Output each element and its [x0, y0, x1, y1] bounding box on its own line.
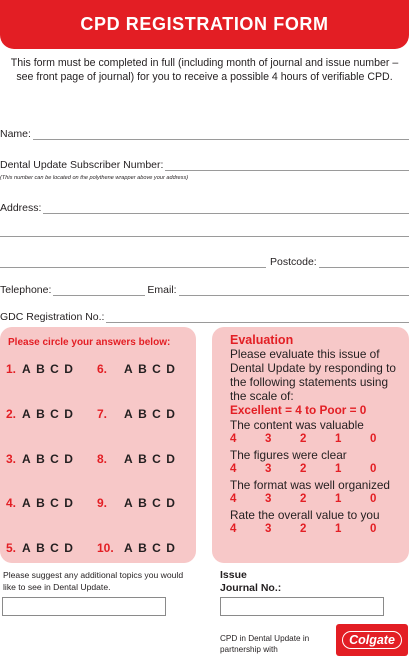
- evaluation-instructions: Please evaluate this issue of Dental Update by responding to the following statements using the scale of:: [230, 347, 396, 403]
- question-number: 8.: [97, 452, 108, 466]
- answer-option[interactable]: C: [152, 541, 162, 555]
- subscriber-field[interactable]: [0, 155, 409, 171]
- name-line[interactable]: [33, 131, 409, 140]
- answer-option[interactable]: C: [152, 407, 162, 421]
- answer-option[interactable]: A: [22, 362, 32, 376]
- telephone-label: Telephone:: [0, 284, 52, 296]
- evaluation-scale: Excellent = 4 to Poor = 0: [230, 403, 367, 417]
- rating-option[interactable]: 0: [370, 463, 377, 475]
- rating-scale: [230, 522, 406, 537]
- answer-option[interactable]: A: [124, 362, 134, 376]
- rating-option[interactable]: 3: [265, 463, 272, 475]
- rating-option[interactable]: 1: [335, 493, 342, 505]
- address-label: Address:: [0, 202, 42, 214]
- postcode-label: Postcode:: [270, 256, 317, 268]
- rating-option[interactable]: 1: [335, 433, 342, 445]
- issue-label: [220, 569, 281, 595]
- answer-option[interactable]: D: [166, 407, 176, 421]
- answer-option[interactable]: B: [36, 541, 46, 555]
- answer-option[interactable]: D: [166, 362, 176, 376]
- evaluation-statement: Rate the overall value to you: [230, 508, 380, 522]
- gdc-label: GDC Registration No.:: [0, 311, 105, 323]
- answer-option[interactable]: A: [22, 496, 32, 510]
- answer-options: [22, 362, 78, 376]
- answer-option[interactable]: C: [50, 407, 60, 421]
- evaluation-panel: [212, 327, 409, 563]
- rating-option[interactable]: 3: [265, 433, 272, 445]
- email-line[interactable]: [179, 287, 409, 296]
- rating-option[interactable]: 4: [230, 463, 237, 475]
- subscriber-label: Dental Update Subscriber Number:: [0, 159, 164, 171]
- answer-option[interactable]: D: [64, 496, 74, 510]
- answer-option[interactable]: B: [138, 407, 148, 421]
- answer-option[interactable]: C: [152, 452, 162, 466]
- rating-option[interactable]: 4: [230, 493, 237, 505]
- form-header: [0, 0, 409, 49]
- answer-options: [22, 452, 78, 466]
- answer-option[interactable]: A: [124, 452, 134, 466]
- rating-option[interactable]: 0: [370, 433, 377, 445]
- contact-row[interactable]: [0, 280, 409, 296]
- answer-option[interactable]: B: [36, 452, 46, 466]
- question-number: 7.: [97, 407, 108, 421]
- answer-option[interactable]: A: [124, 496, 134, 510]
- answer-option[interactable]: C: [50, 496, 60, 510]
- answers-panel: [0, 327, 196, 563]
- answer-option[interactable]: D: [64, 541, 74, 555]
- evaluation-statement: The content was valuable: [230, 418, 364, 432]
- rating-option[interactable]: 2: [300, 463, 307, 475]
- question-number: 9.: [97, 496, 108, 510]
- evaluation-title: Evaluation: [230, 333, 294, 347]
- answers-title: Please circle your answers below:: [8, 337, 171, 348]
- answer-option[interactable]: D: [166, 541, 176, 555]
- rating-scale: [230, 492, 406, 507]
- issue-number-input[interactable]: [220, 597, 384, 616]
- question-row: [6, 496, 192, 512]
- subscriber-line[interactable]: [165, 162, 409, 171]
- answer-option[interactable]: D: [64, 407, 74, 421]
- answer-options: [124, 496, 180, 510]
- address-line-1[interactable]: [43, 205, 409, 214]
- name-label: Name:: [0, 128, 31, 140]
- colgate-logo-text: Colgate: [342, 631, 402, 649]
- answer-option[interactable]: C: [152, 496, 162, 510]
- answer-option[interactable]: B: [138, 541, 148, 555]
- intro-text: This form must be completed in full (including month of journal and issue number – see front page of journal) for you to receive a possible 4 hours of verifiable CPD.: [10, 57, 399, 83]
- answer-option[interactable]: B: [138, 496, 148, 510]
- suggest-topics-text: Please suggest any additional topics you would like to see in Dental Update.: [3, 570, 184, 592]
- answer-options: [124, 407, 180, 421]
- answer-option[interactable]: D: [64, 362, 74, 376]
- answer-option[interactable]: A: [22, 452, 32, 466]
- question-number: 6.: [97, 362, 108, 376]
- answer-options: [124, 362, 180, 376]
- answer-option[interactable]: D: [64, 452, 74, 466]
- rating-scale: [230, 462, 406, 477]
- question-number: 5.: [6, 541, 17, 555]
- answer-options: [22, 496, 78, 510]
- question-number: 2.: [6, 407, 17, 421]
- question-number: 4.: [6, 496, 17, 510]
- rating-option[interactable]: 2: [300, 493, 307, 505]
- evaluation-statement: The figures were clear: [230, 448, 347, 462]
- answer-option[interactable]: A: [22, 407, 32, 421]
- email-label: Email:: [147, 284, 177, 296]
- telephone-line[interactable]: [53, 287, 145, 296]
- gdc-field[interactable]: [0, 307, 409, 323]
- question-number: 10.: [97, 541, 114, 555]
- answer-option[interactable]: A: [22, 541, 32, 555]
- answer-option[interactable]: B: [36, 362, 46, 376]
- name-field[interactable]: [0, 124, 409, 140]
- answer-option[interactable]: C: [50, 362, 60, 376]
- answer-option[interactable]: C: [152, 362, 162, 376]
- answer-option[interactable]: B: [36, 407, 46, 421]
- rating-scale: [230, 432, 406, 447]
- rating-option[interactable]: 3: [265, 493, 272, 505]
- answer-option[interactable]: A: [124, 407, 134, 421]
- colgate-logo: [336, 624, 408, 656]
- answer-option[interactable]: D: [166, 496, 176, 510]
- gdc-line[interactable]: [106, 314, 409, 323]
- rating-option[interactable]: 0: [370, 493, 377, 505]
- rating-option[interactable]: 3: [265, 523, 272, 535]
- question-number: 1.: [6, 362, 17, 376]
- rating-option[interactable]: 1: [335, 463, 342, 475]
- evaluation-statement: The format was well organized: [230, 478, 390, 492]
- address-line-3[interactable]: [0, 259, 266, 268]
- rating-option[interactable]: 4: [230, 523, 237, 535]
- question-row: [6, 407, 192, 423]
- answer-options: [124, 541, 180, 555]
- issue-label-line1: Issue: [220, 569, 247, 581]
- postcode-row[interactable]: [0, 252, 409, 268]
- answer-options: [22, 407, 78, 421]
- partner-text: CPD in Dental Update in partnership with: [220, 634, 310, 654]
- answer-options: [22, 541, 78, 555]
- postcode-line[interactable]: [319, 259, 409, 268]
- rating-option[interactable]: 0: [370, 523, 377, 535]
- rating-option[interactable]: 2: [300, 433, 307, 445]
- subscriber-note: (This number can be located on the polythene wrapper above your address): [0, 175, 189, 181]
- question-row: [6, 452, 192, 468]
- answer-option[interactable]: B: [138, 362, 148, 376]
- question-number: 3.: [6, 452, 17, 466]
- address-line-2[interactable]: [0, 236, 409, 237]
- question-row: [6, 541, 192, 557]
- rating-option[interactable]: 4: [230, 433, 237, 445]
- address-field[interactable]: [0, 198, 409, 214]
- rating-option[interactable]: 1: [335, 523, 342, 535]
- rating-option[interactable]: 2: [300, 523, 307, 535]
- suggest-topics-input[interactable]: [2, 597, 166, 616]
- issue-label-line2: Journal No.:: [220, 582, 282, 594]
- answer-option[interactable]: D: [166, 452, 176, 466]
- answer-option[interactable]: B: [138, 452, 148, 466]
- answer-option[interactable]: C: [50, 452, 60, 466]
- answer-options: [124, 452, 180, 466]
- answer-option[interactable]: B: [36, 496, 46, 510]
- answer-option[interactable]: A: [124, 541, 134, 555]
- question-row: [6, 362, 192, 378]
- answer-option[interactable]: C: [50, 541, 60, 555]
- form-title: CPD REGISTRATION FORM: [80, 14, 329, 34]
